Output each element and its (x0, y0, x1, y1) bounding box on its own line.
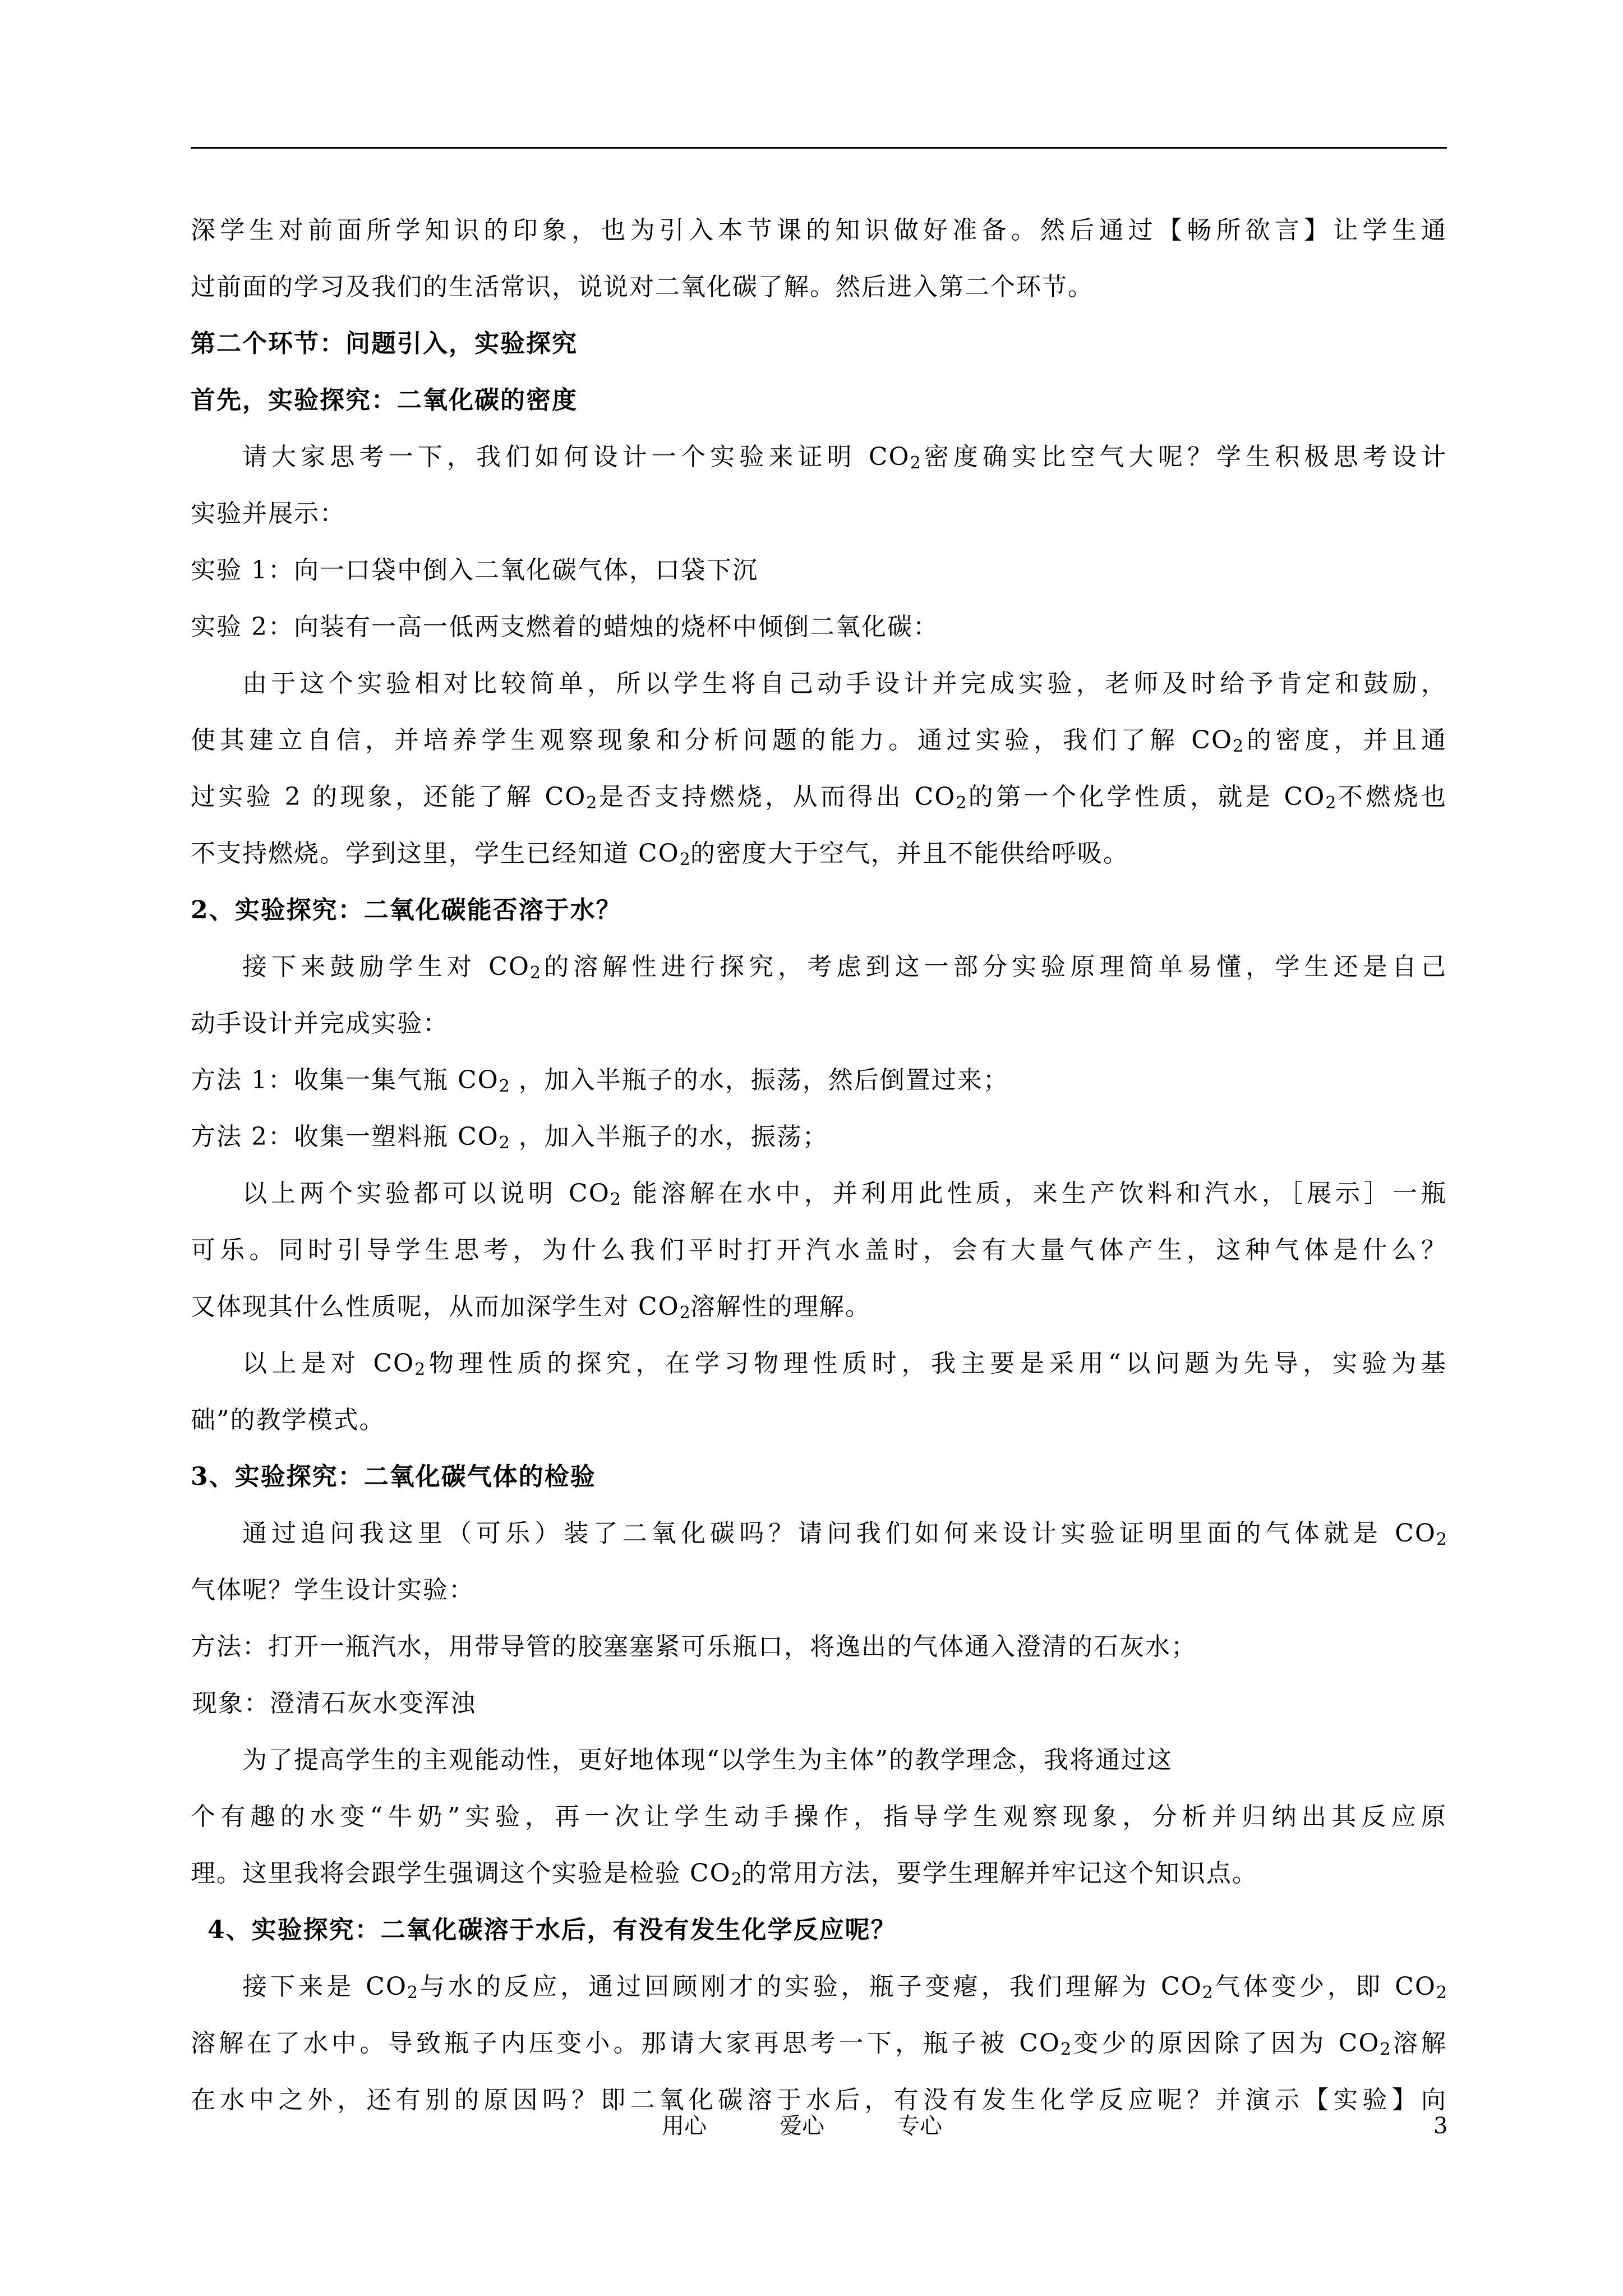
footer-motto-1: 用心 (662, 2113, 707, 2139)
paragraph-line: 方法：打开一瓶汽水，用带导管的胶塞塞紧可乐瓶口，将逸出的气体通入澄清的石灰水； (191, 1632, 1197, 1661)
text-segment: 溶解 (1390, 2029, 1447, 2058)
subscript: 2 (407, 1983, 418, 2003)
paragraph-line (191, 1335, 1447, 1392)
subscript: 2 (499, 1076, 510, 1096)
text-segment: ，加入半瓶子的水，振荡； (509, 1122, 828, 1151)
header-rule (191, 147, 1447, 149)
subscript: 2 (414, 1360, 426, 1379)
text-segment: 的第一个化学性质，就是 CO (966, 783, 1326, 811)
subscript: 2 (529, 963, 541, 983)
subscript: 2 (1060, 2040, 1072, 2059)
subscript: 2 (1380, 2040, 1391, 2059)
text-segment: 接下来是 CO (242, 1972, 407, 2001)
text-segment: 接下来鼓励学生对 CO (242, 953, 530, 981)
text-segment: 与水的反应，通过回顾刚才的实验，瓶子变瘪，我们理解为 CO (418, 1972, 1202, 2001)
subscript: 2 (610, 1190, 621, 1209)
text-segment: 是否支持燃烧，从而得出 CO (597, 783, 956, 811)
paragraph-line (191, 1278, 1447, 1335)
subscript: 2 (1202, 1983, 1213, 2003)
text-segment: 气体变少，即 CO (1212, 1972, 1436, 2001)
paragraph-line: 实验 2：向装有一高一低两支燃着的蜡烛的烧杯中倾倒二氧化碳： (191, 613, 939, 641)
text-segment: 的密度，并且通 (1243, 726, 1447, 754)
text-segment: 密度确实比空气大呢？学生积极思考设计 (920, 443, 1447, 471)
section-heading: 首先，实验探究：二氧化碳的密度 (191, 386, 578, 415)
paragraph-line (191, 1052, 1447, 1108)
text-segment: 请大家思考一下，我们如何设计一个实验来证明 CO (242, 443, 910, 471)
paragraph-line (191, 2015, 1447, 2072)
paragraph-line (191, 1108, 1447, 1165)
paragraph-line: 在水中之外，还有别的原因吗？即二氧化碳溶于水后，有没有发生化学反应呢？并演示【实验】向 (191, 2086, 1447, 2114)
paragraph-line (191, 769, 1447, 825)
section-heading: 2、实验探究：二氧化碳能否溶于水？ (191, 896, 622, 924)
paragraph-line (191, 1845, 1447, 1902)
text-segment: 物理性质的探究，在学习物理性质时，我主要是采用“以问题为先导，实验为基 (425, 1349, 1447, 1378)
page-number: 3 (1433, 2113, 1448, 2139)
text-segment: 变少的原因除了因为 CO (1071, 2029, 1380, 2058)
paragraph-line: 础”的教学模式。 (191, 1406, 385, 1434)
text-segment: 使其建立自信，并培养学生观察现象和分析问题的能力。通过实验，我们了解 CO (191, 726, 1233, 754)
paragraph-line: 现象：澄清石灰水变浑浊 (192, 1689, 476, 1718)
subscript: 2 (499, 1133, 510, 1153)
text-segment: 方法 2：收集一塑料瓶 CO (191, 1122, 499, 1151)
text-segment: 过实验 2 的现象，还能了解 CO (191, 783, 587, 811)
paragraph-line (191, 938, 1447, 995)
text-segment: 通过追问我这里（可乐）装了二氧化碳吗？请问我们如何来设计实验证明里面的气体就是 CO (242, 1519, 1436, 1548)
subscript: 2 (731, 1870, 742, 1889)
paragraph-line (191, 1958, 1447, 2015)
text-segment: 方法 1：收集一集气瓶 CO (191, 1066, 499, 1094)
paragraph-line (191, 825, 1447, 882)
footer-motto-3: 专心 (897, 2113, 942, 2139)
subscript: 2 (1436, 1983, 1447, 2003)
paragraph-line: 个有趣的水变“牛奶”实验，再一次让学生动手操作，指导学生观察现象，分析并归纳出其反应原 (191, 1802, 1447, 1831)
text-segment: 不支持燃烧。学到这里，学生已经知道 CO (191, 839, 680, 868)
paragraph-line: 实验并展示： (191, 499, 345, 528)
document-body (191, 202, 1447, 2128)
subscript: 2 (586, 793, 597, 813)
paragraph-line: 气体呢？学生设计实验： (191, 1576, 474, 1604)
text-segment: 的溶解性进行探究，考虑到这一部分实验原理简单易懂，学生还是自己 (540, 953, 1447, 981)
paragraph-line: 动手设计并完成实验： (191, 1009, 449, 1038)
paragraph-line (191, 1165, 1447, 1222)
text-segment: 以上是对 CO (242, 1349, 415, 1378)
footer-motto-2: 爱心 (780, 2113, 824, 2139)
text-segment: 溶解性的理解。 (690, 1292, 871, 1321)
section-heading: 第二个环节：问题引入，实验探究 (191, 329, 578, 358)
paragraph-line: 可乐。同时引导学生思考，为什么我们平时打开汽水盖时，会有大量气体产生，这种气体是什么？ (191, 1236, 1447, 1264)
text-segment: 理。这里我将会跟学生强调这个实验是检验 CO (191, 1859, 731, 1888)
paragraph-line (191, 429, 1447, 485)
paragraph-line: 为了提高学生的主观能动性，更好地体现“以学生为主体”的教学理念，我将通过这 (242, 1746, 1173, 1774)
text-segment: 的常用方法，要学生理解并牢记这个知识点。 (741, 1859, 1258, 1888)
subscript: 2 (679, 850, 690, 869)
text-segment: 的密度大于空气，并且不能供给呼吸。 (690, 839, 1129, 868)
text-segment: ，加入半瓶子的水，振荡，然后倒置过来； (509, 1066, 1009, 1094)
subscript: 2 (1436, 1530, 1447, 1549)
paragraph-line: 深学生对前面所学知识的印象，也为引入本节课的知识做好准备。然后通过【畅所欲言】让学生通 (191, 216, 1447, 245)
text-segment: 以上两个实验都可以说明 CO (242, 1179, 610, 1208)
text-segment: 能溶解在水中，并利用此性质，来生产饮料和汽水，［展示］一瓶 (620, 1179, 1447, 1208)
section-heading: 3、实验探究：二氧化碳气体的检验 (191, 1462, 596, 1491)
text-segment: 又体现其什么性质呢，从而加深学生对 CO (191, 1292, 680, 1321)
paragraph-line: 实验 1：向一口袋中倒入二氧化碳气体，口袋下沉 (191, 556, 758, 585)
subscript: 2 (1325, 793, 1336, 813)
text-segment: 溶解在了水中。导致瓶子内压变小。那请大家再思考一下，瓶子被 CO (191, 2029, 1061, 2058)
paragraph-line (191, 1505, 1447, 1562)
section-heading: 4、实验探究：二氧化碳溶于水后，有没有发生化学反应呢？ (208, 1916, 897, 1944)
paragraph-line (191, 712, 1447, 769)
subscript: 2 (910, 453, 921, 473)
paragraph-line: 过前面的学习及我们的生活常识，说说对二氧化碳了解。然后进入第二个环节。 (191, 273, 1094, 301)
footer-motto (662, 2109, 1015, 2143)
subscript: 2 (956, 793, 967, 813)
paragraph-line: 由于这个实验相对比较简单，所以学生将自己动手设计并完成实验，老师及时给予肯定和鼓励， (242, 669, 1447, 698)
subscript: 2 (1233, 737, 1244, 756)
text-segment: 不燃烧也 (1336, 783, 1447, 811)
subscript: 2 (679, 1303, 690, 1323)
